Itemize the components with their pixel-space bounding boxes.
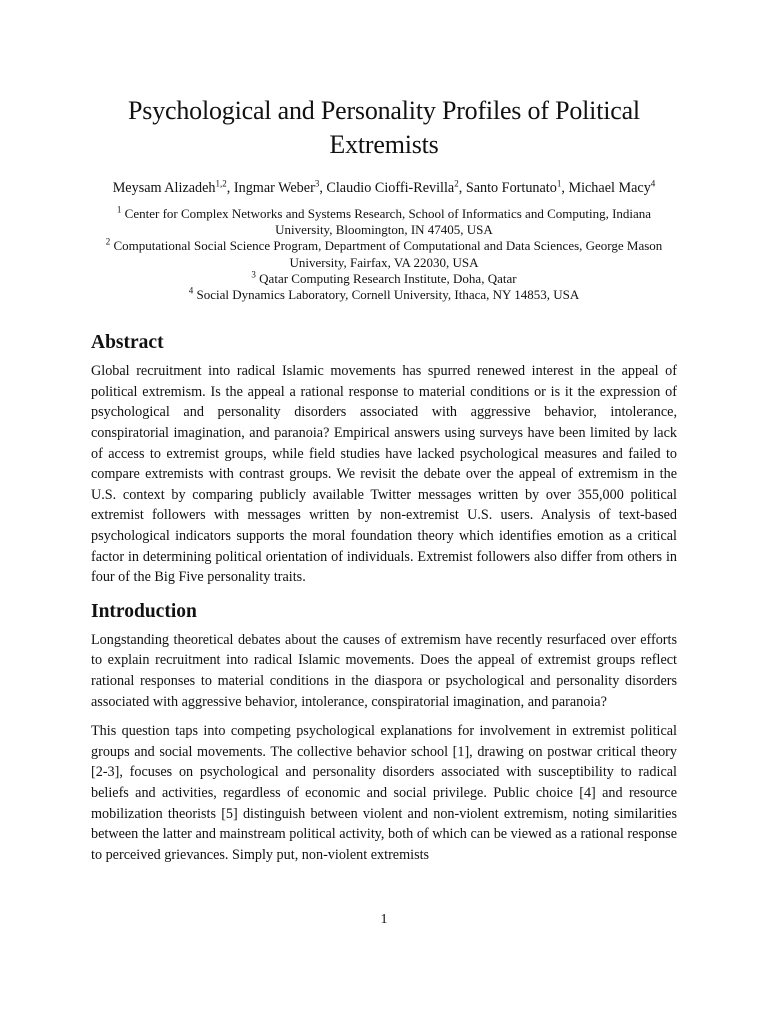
author: Ingmar Weber$^3$, (233, 178, 327, 196)
author: Meysam Alizadeh$^{1,2}$, (112, 178, 234, 196)
affiliation: $^1$ Center for Complex Networks and Systems Research, School of Informatics and Computing, Indiana University, Bloomington, IN 47405, USA (116, 204, 652, 238)
affiliation-list (91, 206, 677, 303)
affiliation: $^4$ Social Dynamics Laboratory, Cornell University, Ithaca, NY 14853, USA (188, 285, 580, 303)
affiliation: $^3$ Qatar Computing Research Institute, Doha, Qatar (251, 269, 517, 286)
author: Claudio Cioffi-Revilla$^2$, (326, 178, 466, 196)
author-affiliation-mark: 1 (556, 178, 562, 189)
author-affiliation-mark: 1,2 (215, 178, 227, 189)
author: Michael Macy$^4$ (568, 178, 656, 196)
author-affiliation-mark: 4 (650, 178, 656, 189)
introduction-paragraph: Longstanding theoretical debates about the causes of extremism have recently resurfaced over efforts to explain recruitment into radical Islamic movements. Does the appeal of extremist groups reflect rational responses to material conditions in the diaspora or psychological and personality disorders associated with aggressive behavior, intolerance, conspiratorial imagination, and paranoia? (91, 631, 677, 710)
page-number: 1 (380, 912, 388, 927)
author-affiliation-mark: 2 (454, 178, 459, 189)
author: Santo Fortunato$^1$, (465, 178, 569, 196)
paper-title: Psychological and Personality Profiles of Political Extremists (128, 96, 640, 159)
abstract-text: Global recruitment into radical Islamic movements has spurred renewed interest in the appeal of political extremism. Is the appeal a rational response to material conditions or is it the expression of psychological and personality disorders associated with aggressive behavior, intolerance, conspiratorial imagination, and paranoia? Empirical answers using surveys have been limited by lack of access to extremist groups, while field studies have lacked psychological measures and failed to compare extremists with contrast groups. We revisit the debate over the appeal of extremism in the U.S. context by comparing publicly available Twitter messages written by over 355,000 political extremist followers with messages written by non-extremist U.S. users. Analysis of text-based psychological indicators supports the moral foundation theory which identifies emotion as a critical factor in determining political orientation of individuals. Extremist followers also differ from others in four of the Big Five personality traits. (91, 363, 677, 586)
introduction-heading: Introduction (91, 600, 197, 622)
affiliation: $^2$ Computational Social Science Program, Department of Computational and Data Sciences, George Mason University, Fairfax, VA 22030, USA (105, 237, 663, 270)
author-affiliation-mark: 3 (314, 178, 320, 189)
abstract-heading: Abstract (91, 332, 164, 354)
author-list (91, 179, 677, 197)
introduction-paragraph: This question taps into competing psychological explanations for involvement in extremist political groups and social movements. The collective behavior school [1], drawing on postwar critical theory [2-3], focuses on psychological and personality disorders associated with susceptibility to radical beliefs and activities, regardless of economic and social privilege. Public choice [4] and resource mobilization theorists [5] distinguish between violent and non-violent extremism, noting similarities between the latter and mainstream political activity, both of which can be viewed as a rational response to perceived grievances. Simply put, non-violent extremists (91, 723, 677, 863)
